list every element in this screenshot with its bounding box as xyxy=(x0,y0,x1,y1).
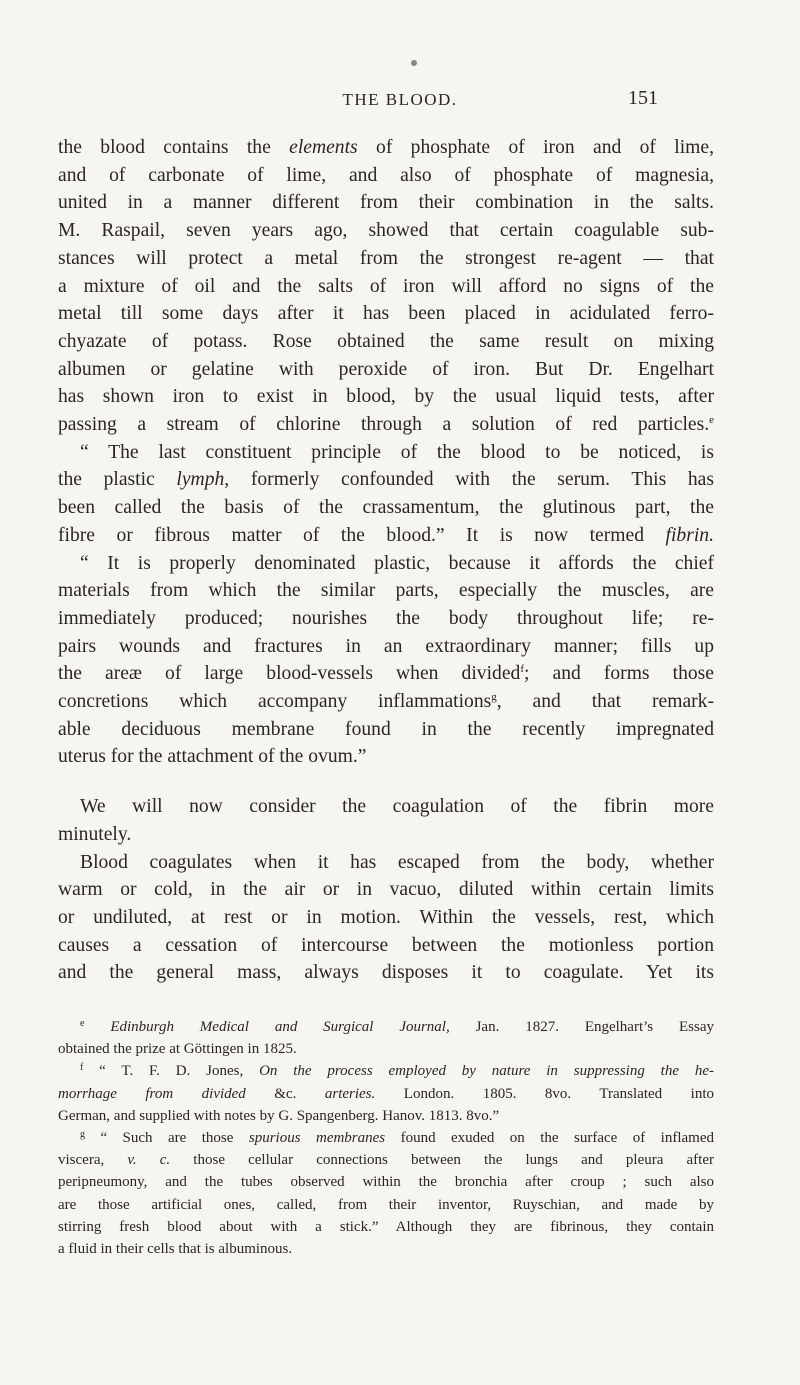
footnote-line: are those artificial ones, called, from their inventor, Ruyschian, and made by xyxy=(58,1196,714,1213)
footnotes xyxy=(58,1016,714,1260)
text-line: or undiluted, at rest or in motion. Within the vessels, rest, which xyxy=(58,906,714,928)
footnote-g: $^g$ “ Such are those spurious membranes found exuded on the surface of inflamed xyxy=(80,1129,714,1147)
text-line: united in a manner different from their combination in the salts. xyxy=(58,192,714,214)
text-line: been called the basis of the crassamentum, the glutinous part, the xyxy=(58,497,714,519)
footnote-mark: e xyxy=(80,1018,85,1029)
running-title: THE BLOOD. xyxy=(342,90,458,109)
footnote-e: $^e$ Edinburgh Medical and Surgical Journal, Jan. 1827. Engelhart’s Essay xyxy=(80,1018,714,1035)
text-line: minutely. xyxy=(58,823,132,845)
text-line: immediately produced; nourishes the body throughout life; re- xyxy=(58,607,714,629)
text-line: and the general mass, always disposes it to coagulate. Yet its xyxy=(58,962,714,984)
text-line: materials from which the similar parts, especially the muscles, are xyxy=(58,580,714,602)
body-text xyxy=(58,134,714,987)
text-line: albumen or gelatine with peroxide of iron. But Dr. Engelhart xyxy=(58,358,714,380)
text-line: metal till some days after it has been placed in acidulated ferro- xyxy=(58,303,714,325)
footnote-line: viscera, v. c. those cellular connections between the lungs and pleura after xyxy=(58,1152,714,1169)
text-line: warm or cold, in the air or in vacuo, diluted within certain limits xyxy=(58,879,714,901)
footnote-line: German, and supplied with notes by G. Spangenberg. Hanov. 1813. 8vo.” xyxy=(58,1107,500,1124)
line-text: passing a stream of chlorine through a solution of red particles. xyxy=(58,414,710,436)
text-line: Blood coagulates when it has escaped from the body, whether xyxy=(80,851,714,873)
page-number: 151 xyxy=(628,87,658,109)
page-header xyxy=(148,84,658,114)
text-line xyxy=(58,660,714,688)
footnote-mark: g xyxy=(80,1129,85,1141)
footnote-ref-g: g xyxy=(491,691,497,704)
footnote-line: obtained the prize at Göttingen in 1825. xyxy=(58,1041,297,1058)
text-line: the blood contains the elements of phosphate of iron and of lime, xyxy=(58,137,714,158)
text-line xyxy=(58,411,714,439)
footnote-ref-f: f xyxy=(520,663,524,676)
footnote-line: stirring fresh blood about with a stick.” Although they are fibrinous, they contain xyxy=(58,1218,714,1235)
text-line: We will now consider the coagulation of the fibrin more xyxy=(80,796,714,818)
text-line: able deciduous membrane found in the recently impregnated xyxy=(58,718,714,740)
text-line: stances will protect a metal from the strongest re-agent — that xyxy=(58,247,714,269)
text-line: “ It is properly denominated plastic, because it affords the chief xyxy=(80,552,714,574)
line-text: concretions which accompany inflammations xyxy=(58,691,492,713)
footnote-line: morrhage from divided &c. arteries. London. 1805. 8vo. Translated into xyxy=(58,1085,714,1102)
footnote-line: peripneumony, and the tubes observed within the bronchia after croup ; such also xyxy=(58,1174,714,1191)
text-line: pairs wounds and fractures in an extraordinary manner; fills up xyxy=(58,635,714,657)
text-line: M. Raspail, seven years ago, showed that certain coagulable sub- xyxy=(58,220,714,242)
text-line: has shown iron to exist in blood, by the usual liquid tests, after xyxy=(58,386,714,408)
line-text: ; and forms those xyxy=(523,663,714,685)
text-line: causes a cessation of intercourse between the motionless portion xyxy=(58,934,714,956)
text-line: a mixture of oil and the salts of iron will afford no signs of the xyxy=(58,275,714,297)
text-line xyxy=(58,688,714,716)
printer-dot xyxy=(411,60,417,66)
text-line: and of carbonate of lime, and also of phosphate of magnesia, xyxy=(58,164,714,186)
line-text: the areæ of large blood-vessels when divided xyxy=(58,663,521,685)
footnote-line: a fluid in their cells that is albuminous. xyxy=(58,1241,293,1258)
line-text: , and that remark- xyxy=(496,691,714,713)
footnote-ref-e: e xyxy=(709,414,714,427)
text-line: “ The last constituent principle of the blood to be noticed, is xyxy=(80,441,714,463)
text-line: chyazate of potass. Rose obtained the same result on mixing xyxy=(58,330,714,352)
footnote-mark: f xyxy=(80,1062,84,1074)
footnote-f: $^f$ “ T. F. D. Jones, On the process employed by nature in suppressing the he- xyxy=(80,1062,714,1080)
text-line: fibre or fibrous matter of the blood.” It is now termed fibrin. xyxy=(58,524,714,546)
text-line: uterus for the attachment of the ovum.” xyxy=(58,746,367,768)
text-line: the plastic lymph, formerly confounded with the serum. This has xyxy=(58,469,714,491)
